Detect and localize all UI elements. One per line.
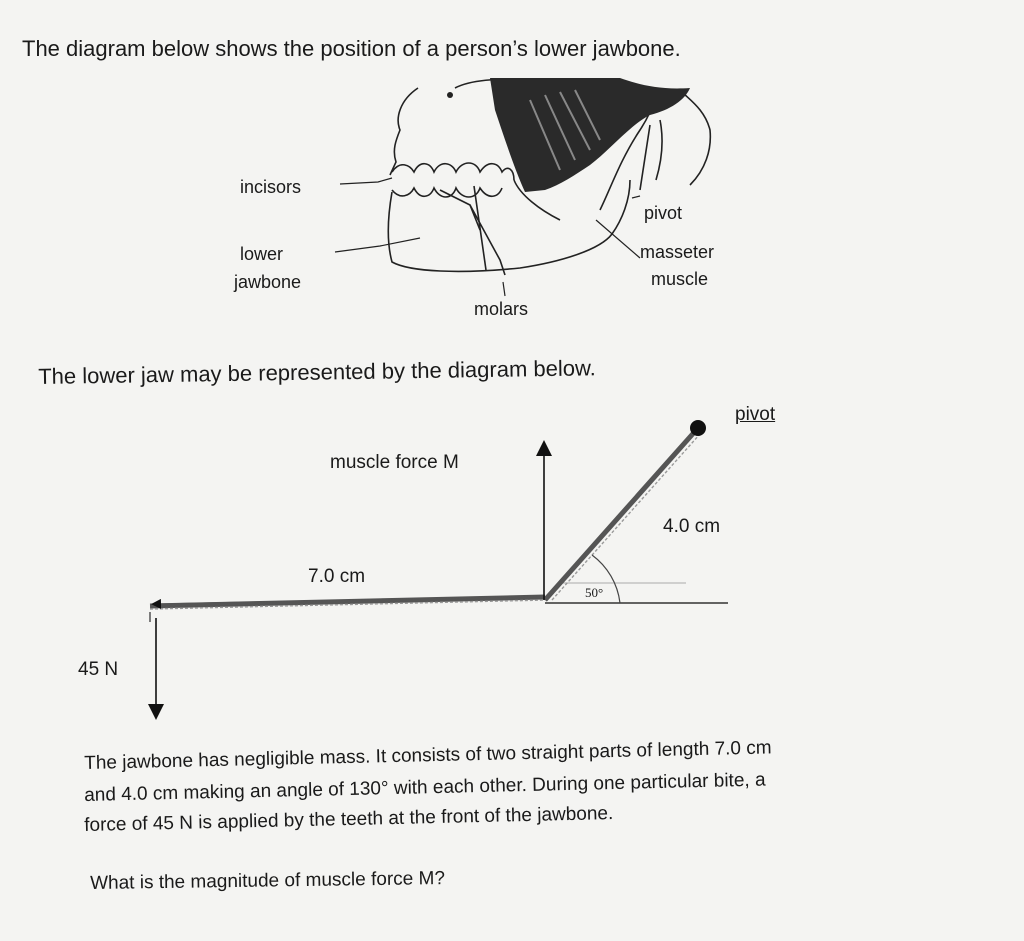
label-jawbone: jawbone xyxy=(234,272,302,292)
label-pivot-anatomy: pivot xyxy=(644,203,683,223)
label-lower: lower xyxy=(240,244,284,264)
intro-text: The diagram below shows the position of a person’s lower jawbone. xyxy=(22,36,681,61)
label-masseter: masseter xyxy=(640,242,715,262)
short-arm xyxy=(545,428,700,600)
label-long-length: 7.0 cm xyxy=(308,566,366,587)
label-muscle-force: muscle force M xyxy=(330,452,459,473)
paragraph-line-3: force of 45 N is applied by the teeth at the front of the jawbone. xyxy=(84,802,614,836)
second-intro-text: The lower jaw may be represented by the diagram below. xyxy=(38,355,596,389)
paragraph-line-1: The jawbone has negligible mass. It consists of two straight parts of length 7.0 cm xyxy=(84,737,772,774)
pivot-point xyxy=(690,420,706,436)
paragraph-line-2: and 4.0 cm making an angle of 130° with each other. During one particular bite, a xyxy=(84,769,766,806)
label-molars: molars xyxy=(474,299,529,319)
long-arm xyxy=(150,597,545,622)
label-applied-force: 45 N xyxy=(78,659,119,680)
label-pivot-lever: pivot xyxy=(735,404,776,425)
question-text: What is the magnitude of muscle force M? xyxy=(90,868,446,894)
label-angle: 50° xyxy=(585,585,604,600)
label-short-length: 4.0 cm xyxy=(663,516,721,537)
label-incisors: incisors xyxy=(240,177,302,197)
label-muscle: muscle xyxy=(651,269,709,289)
